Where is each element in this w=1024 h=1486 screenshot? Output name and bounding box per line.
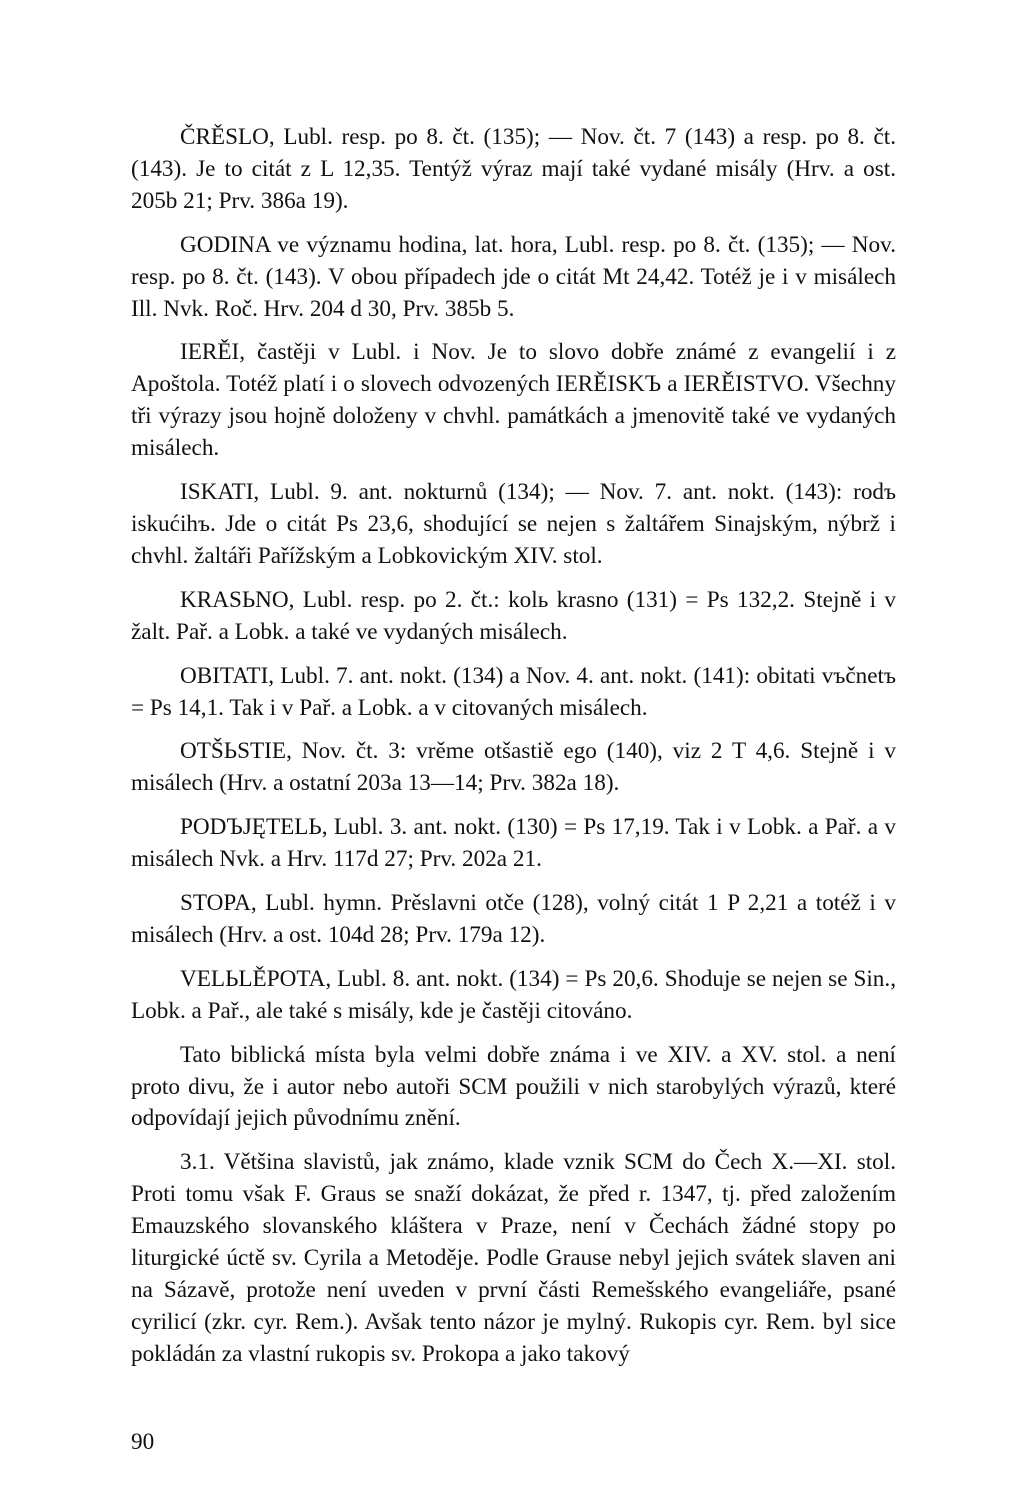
entry-velleepota: VELЬLĚPOTA, Lubl. 8. ant. nokt. (134) = Ps 20,6. Shoduje se nejen se Sin., Lobk. a Pař., ale také s misály, kde je častěji citováno. [131, 965, 896, 1024]
entry-creslo: ČRĚSLO, Lubl. resp. po 8. čt. (135); — Nov. čt. 7 (143) a resp. po 8. čt. (143). Je to citát z L 12,35. Tentýž výraz mají také vydané misály (Hrv. a ost. 205b 21; Prv. 386a 19). [131, 124, 896, 214]
entry-podjetel: PODЪJĘTELЬ, Lubl. 3. ant. nokt. (130) = Ps 17,19. Tak i v Lobk. a Pař. a v misálech Nvk. a Hrv. 117d 27; Prv. 202a 21. [131, 814, 896, 873]
summary-paragraph: Tato biblická místa byla velmi dobře známa i ve XIV. a XV. stol. a není proto divu, že i autor nebo autoři SCM použili v nich starobylých výrazů, které odpovídají jejich původnímu znění. [131, 1041, 896, 1132]
entry-krasno: KRASЬNO, Lubl. resp. po 2. čt.: kolь krasno (131) = Ps 132,2. Stejně i v žalt. Pař. a Lobk. a také ve vydaných misálech. [131, 586, 896, 645]
section-3-1-paragraph: 3.1. Většina slavistů, jak známo, klade vznik SCM do Čech X.—XI. stol. Proti tomu však F. Graus se snaží dokázat, že před r. 1347, tj. před založením Emauzského slovanského kláštera v Praze, není v Čechách žádné stopy po liturgické úctě sv. Cyrila a Metoděje. Podle Grause nebyl jejich svátek slaven ani na Sázavě, protože není uveden v první části Remešského evangeliáře, psané cyrilicí (zkr. cyr. Rem.). Avšak tento názor je mylný. Rukopis cyr. Rem. byl sice pokládán za vlastní rukopis sv. Prokopa a jako takový [131, 1149, 896, 1367]
page-number: 90 [131, 1429, 155, 1455]
entry-obitati: OBITATI, Lubl. 7. ant. nokt. (134) a Nov. 4. ant. nokt. (141): obitati vъčnetъ = Ps 14,1. Tak i v Pař. a Lobk. a v citovaných misálech. [131, 662, 896, 721]
page-body [131, 122, 896, 1371]
entry-stopa: STOPA, Lubl. hymn. Prěslavni otče (128), volný citát 1 P 2,21 a totéž i v misálech (Hrv. a ost. 104d 28; Prv. 179a 12). [131, 890, 896, 948]
entry-ierei: IERĚI, častěji v Lubl. i Nov. Je to slovo dobře známé z evangelií i z Apoštola. Totéž platí i o slovech odvozených IERĚISKЪ a IERĚISTVO. Všechny tři výrazy jsou hojně doloženy v chvhl. památkách a jmenovitě také ve vydaných misálech. [131, 339, 896, 462]
entry-iskati: ISKATI, Lubl. 9. ant. nokturnů (134); — Nov. 7. ant. nokt. (143): rodъ iskućihъ. Jde o citát Ps 23,6, shodující se nejen s žaltářem Sinajským, nýbrž i chvhl. žaltáři Pařížským a Lobkovickým XIV. stol. [131, 479, 896, 569]
entry-godina: GODINA ve významu hodina, lat. hora, Lubl. resp. po 8. čt. (135); — Nov. resp. po 8. čt. (143). V obou případech jde o citát Mt 24,42. Totéž je i v misálech Ill. Nvk. Roč. Hrv. 204 d 30, Prv. 385b 5. [131, 231, 896, 322]
entry-otsstie: OTŠЬSTIE, Nov. čt. 3: vrěme otšastiě ego (140), viz 2 T 4,6. Stejně i v misálech (Hrv. a ostatní 203a 13—14; Prv. 382a 18). [131, 738, 896, 797]
